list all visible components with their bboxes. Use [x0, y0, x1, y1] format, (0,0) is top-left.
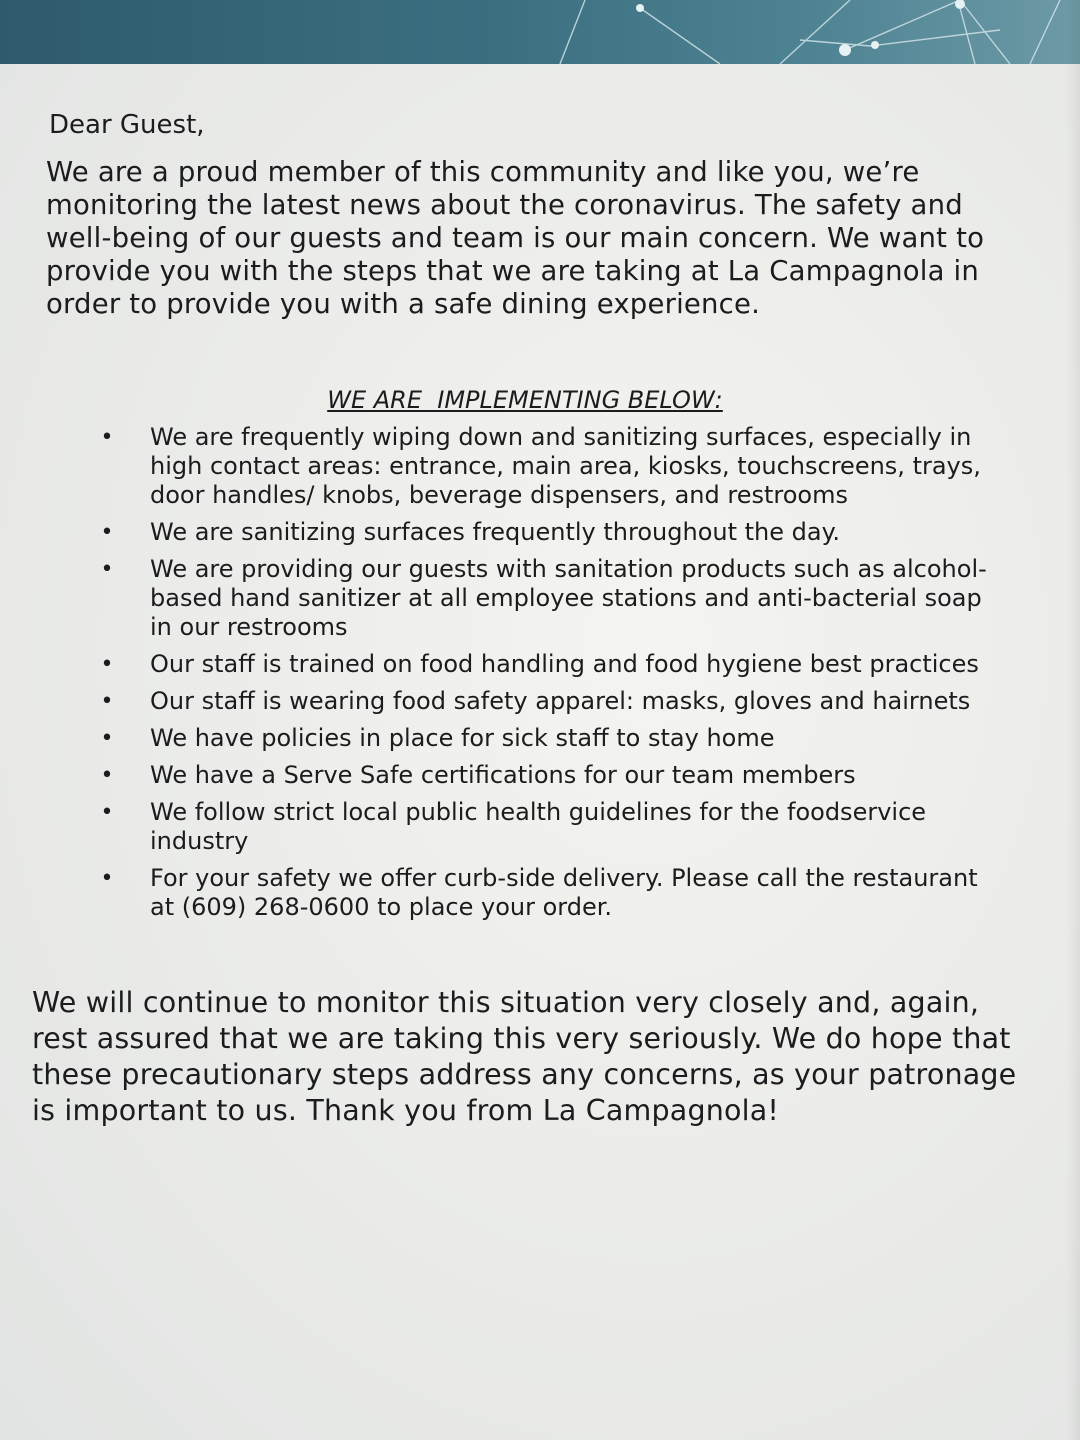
list-item-text: Our staff is wearing food safety apparel: masks, gloves and hairnets — [150, 687, 971, 715]
header-band — [0, 0, 1080, 64]
bullet-icon: • — [100, 557, 114, 582]
bullet-icon: • — [100, 689, 114, 714]
list-item-text: For your safety we offer curb-side delivery. Please call the restaurant at (609) 268-0600 to place your order. — [150, 864, 978, 921]
closing-paragraph: We will continue to monitor this situation very closely and, again, rest assured that we are taking this very seriously. We do hope that these precautionary steps address any concerns, as your patronage is important to us. Thank you from La Campagnola! — [32, 986, 1017, 1127]
list-item — [100, 423, 1000, 510]
letter-greeting: Dear Guest, — [49, 110, 205, 140]
list-item — [100, 761, 1000, 790]
bullet-icon: • — [100, 866, 114, 891]
bullet-icon: • — [100, 425, 114, 450]
measures-list — [100, 423, 1000, 930]
list-item-text: We are sanitizing surfaces frequently throughout the day. — [150, 518, 840, 546]
list-item-text: We are frequently wiping down and sanitizing surfaces, especially in high contact areas: entrance, main area, kiosks, touchscreens, trays, door handles/ knobs, beverage dispensers, and restrooms — [150, 423, 981, 509]
bullet-icon: • — [100, 726, 114, 751]
list-item — [100, 518, 1000, 547]
page-edge-shadow — [1066, 0, 1080, 1440]
bullet-icon: • — [100, 763, 114, 788]
list-item — [100, 798, 1000, 856]
list-item — [100, 650, 1000, 679]
intro-paragraph: We are a proud member of this community and like you, we’re monitoring the latest news about the coronavirus. The safety and well-being of our guests and team is our main concern. We want to provide you with the steps that we are taking at La Campagnola in order to provide you with a safe dining experience. — [46, 156, 985, 320]
network-pattern-graphic — [0, 0, 1080, 64]
list-item-text: We follow strict local public health guidelines for the foodservice industry — [150, 798, 927, 855]
list-heading: WE ARE IMPLEMENTING BELOW: — [327, 386, 723, 414]
list-item — [100, 724, 1000, 753]
list-item — [100, 555, 1000, 642]
list-item-text: We have a Serve Safe certifications for our team members — [150, 761, 856, 789]
bullet-icon: • — [100, 800, 114, 825]
list-item-text: Our staff is trained on food handling and food hygiene best practices — [150, 650, 979, 678]
bullet-icon: • — [100, 652, 114, 677]
list-item — [100, 687, 1000, 716]
list-item — [100, 864, 1000, 922]
bullet-icon: • — [100, 520, 114, 545]
list-item-text: We are providing our guests with sanitation products such as alcohol-based hand sanitizer at all employee stations and anti-bacterial soap in our restrooms — [150, 555, 987, 641]
list-item-text: We have policies in place for sick staff to stay home — [150, 724, 775, 752]
